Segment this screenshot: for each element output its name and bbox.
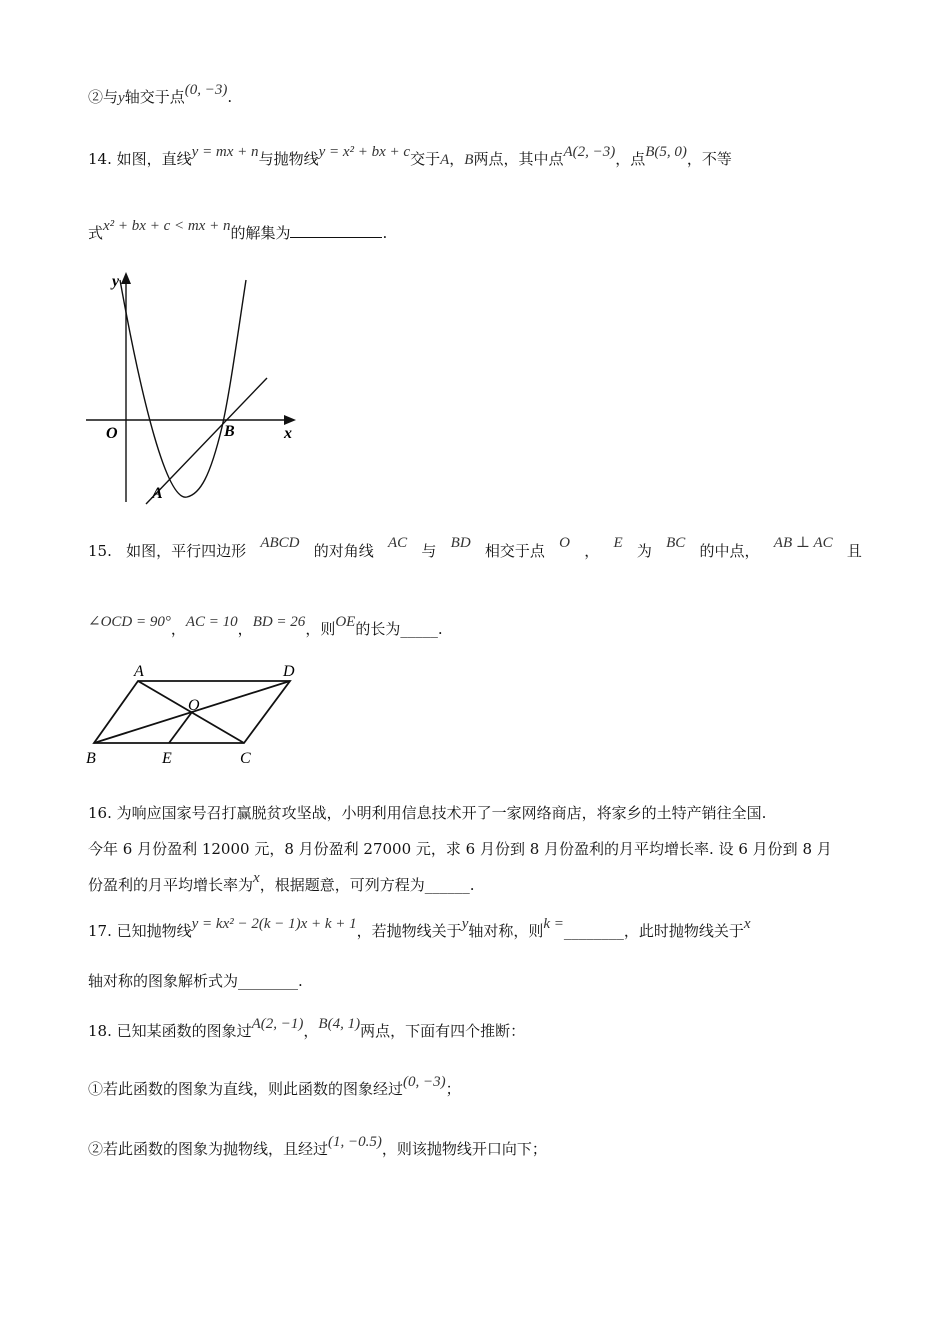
text: ， xyxy=(584,542,600,560)
math-line-eq: y = mx + n xyxy=(191,144,259,160)
math-point-B: B(5, 0) xyxy=(645,144,687,160)
text: ，若抛物线关于 xyxy=(356,922,462,940)
text: 如图，直线 xyxy=(116,150,192,168)
math-angle: ∠OCD = 90° xyxy=(88,614,171,630)
q14-line-2 xyxy=(88,218,862,245)
math-parabola-eq: y = x² + bx + c xyxy=(318,144,411,160)
math-parabola-eq: y = kx² − 2(k − 1)x + k + 1 xyxy=(191,916,357,932)
text: 与抛物线 xyxy=(258,150,319,168)
text: 轴对称，则 xyxy=(468,922,544,940)
text: 与 xyxy=(421,542,437,560)
text: . xyxy=(227,88,233,106)
text: ， xyxy=(303,1022,319,1040)
text: ，则该抛物线开口向下； xyxy=(381,1140,547,1158)
text: 17. 已知抛物线 xyxy=(88,922,192,940)
math-inequality: x² + bx + c < mx + n xyxy=(103,218,231,234)
text: 且 xyxy=(846,542,862,560)
text: ，不等 xyxy=(686,150,732,168)
q14-line-1 xyxy=(88,144,862,171)
text: 式 xyxy=(88,224,104,242)
math-point-A: A(2, −1) xyxy=(251,1016,304,1032)
text: 今年 6 月份盈利 12000 元，8 月份盈利 27000 元，求 6 月份到 8 月份盈利的月平均增长率. 设 6 月份到 8 月 xyxy=(88,840,832,858)
q16-line-3 xyxy=(88,870,862,897)
math-AC: AC xyxy=(388,535,408,551)
segment-OE xyxy=(169,712,192,743)
math-point-A: A(2, −3) xyxy=(563,144,616,160)
label-B: B xyxy=(224,423,235,440)
math-perp: AB ⊥ AC xyxy=(773,535,833,551)
math-x: x xyxy=(743,916,751,932)
label-C: C xyxy=(240,750,251,767)
math-BD: BD xyxy=(450,535,471,551)
straight-line xyxy=(146,378,267,504)
label-D: D xyxy=(283,663,295,680)
text: 轴交于点 xyxy=(124,88,185,106)
q15-line-1 xyxy=(88,535,862,562)
label-x: x xyxy=(284,425,292,442)
text: 的中点， xyxy=(699,542,760,560)
math-point: (0, −3) xyxy=(184,82,228,98)
math-point: (0, −3) xyxy=(403,1074,446,1090)
text: ，点 xyxy=(615,150,646,168)
text: ，根据题意，可列方程为______. xyxy=(259,876,475,894)
math-point-B: B(4, 1) xyxy=(318,1016,361,1032)
math-k: k = xyxy=(543,916,564,932)
math-BC: BC xyxy=(666,535,686,551)
math-ac-length: AC = 10 xyxy=(185,614,238,630)
label-B: B xyxy=(86,750,96,767)
y-axis-arrow xyxy=(121,272,131,284)
text: 两点，下面有四个推断： xyxy=(360,1022,526,1040)
figure-14-graph xyxy=(82,262,312,512)
text: 两点，其中点 xyxy=(473,150,564,168)
text: 的长为_____. xyxy=(355,620,443,638)
q17-line-2 xyxy=(88,970,862,992)
question-number: 15. xyxy=(88,542,112,560)
text: 份盈利的月平均增长率为 xyxy=(88,876,254,894)
math-B: B xyxy=(464,152,474,168)
math-O: O xyxy=(559,535,570,551)
text: ； xyxy=(445,1080,461,1098)
text: 的对角线 xyxy=(313,542,374,560)
text: 交于 xyxy=(410,150,441,168)
math-bd-length: BD = 26 xyxy=(252,614,306,630)
text: ②与 xyxy=(88,88,119,106)
continuation-line xyxy=(88,82,862,109)
label-A: A xyxy=(152,485,163,502)
q18-item-2 xyxy=(88,1134,862,1161)
math-E: E xyxy=(613,535,623,551)
x-axis-arrow xyxy=(284,415,296,425)
text: ________，此时抛物线关于 xyxy=(563,922,744,940)
text: 16. 为响应国家号召打赢脱贫攻坚战，小明利用信息技术开了一家网络商店，将家乡的土特产销往全国. xyxy=(88,804,767,822)
text: 如图，平行四边形 xyxy=(126,542,247,560)
q18-line-1 xyxy=(88,1016,862,1043)
text: ， xyxy=(237,620,253,638)
text: ①若此函数的图象为直线，则此函数的图象经过 xyxy=(88,1080,404,1098)
text: 相交于点 xyxy=(484,542,545,560)
text: ， xyxy=(449,150,465,168)
label-O: O xyxy=(188,697,200,714)
question-number: 14. xyxy=(88,150,112,168)
label-y: y xyxy=(112,273,120,290)
math-A: A xyxy=(440,152,450,168)
q16-line-2 xyxy=(88,838,862,860)
text: 为 xyxy=(636,542,652,560)
math-y: y xyxy=(461,916,469,932)
label-E: E xyxy=(162,750,172,767)
figure-15-parallelogram xyxy=(82,656,312,776)
math-point: (1, −0.5) xyxy=(328,1134,382,1150)
text: 18. 已知某函数的图象过 xyxy=(88,1022,252,1040)
text: . xyxy=(382,224,388,242)
text: 轴对称的图象解析式为________. xyxy=(88,972,303,990)
math-y: y xyxy=(118,90,125,106)
text: 的解集为 xyxy=(230,224,291,242)
q18-item-1 xyxy=(88,1074,862,1101)
q15-line-2 xyxy=(88,614,862,641)
q16-line-1 xyxy=(88,802,862,824)
label-A: A xyxy=(134,663,144,680)
text: ，则 xyxy=(305,620,336,638)
text: ， xyxy=(170,620,186,638)
math-x: x xyxy=(253,870,260,886)
text: ②若此函数的图象为抛物线，且经过 xyxy=(88,1140,329,1158)
answer-blank xyxy=(290,223,382,238)
label-O: O xyxy=(106,425,118,442)
math-ABCD: ABCD xyxy=(260,535,300,551)
math-OE: OE xyxy=(335,614,356,630)
q17-line-1 xyxy=(88,916,862,943)
